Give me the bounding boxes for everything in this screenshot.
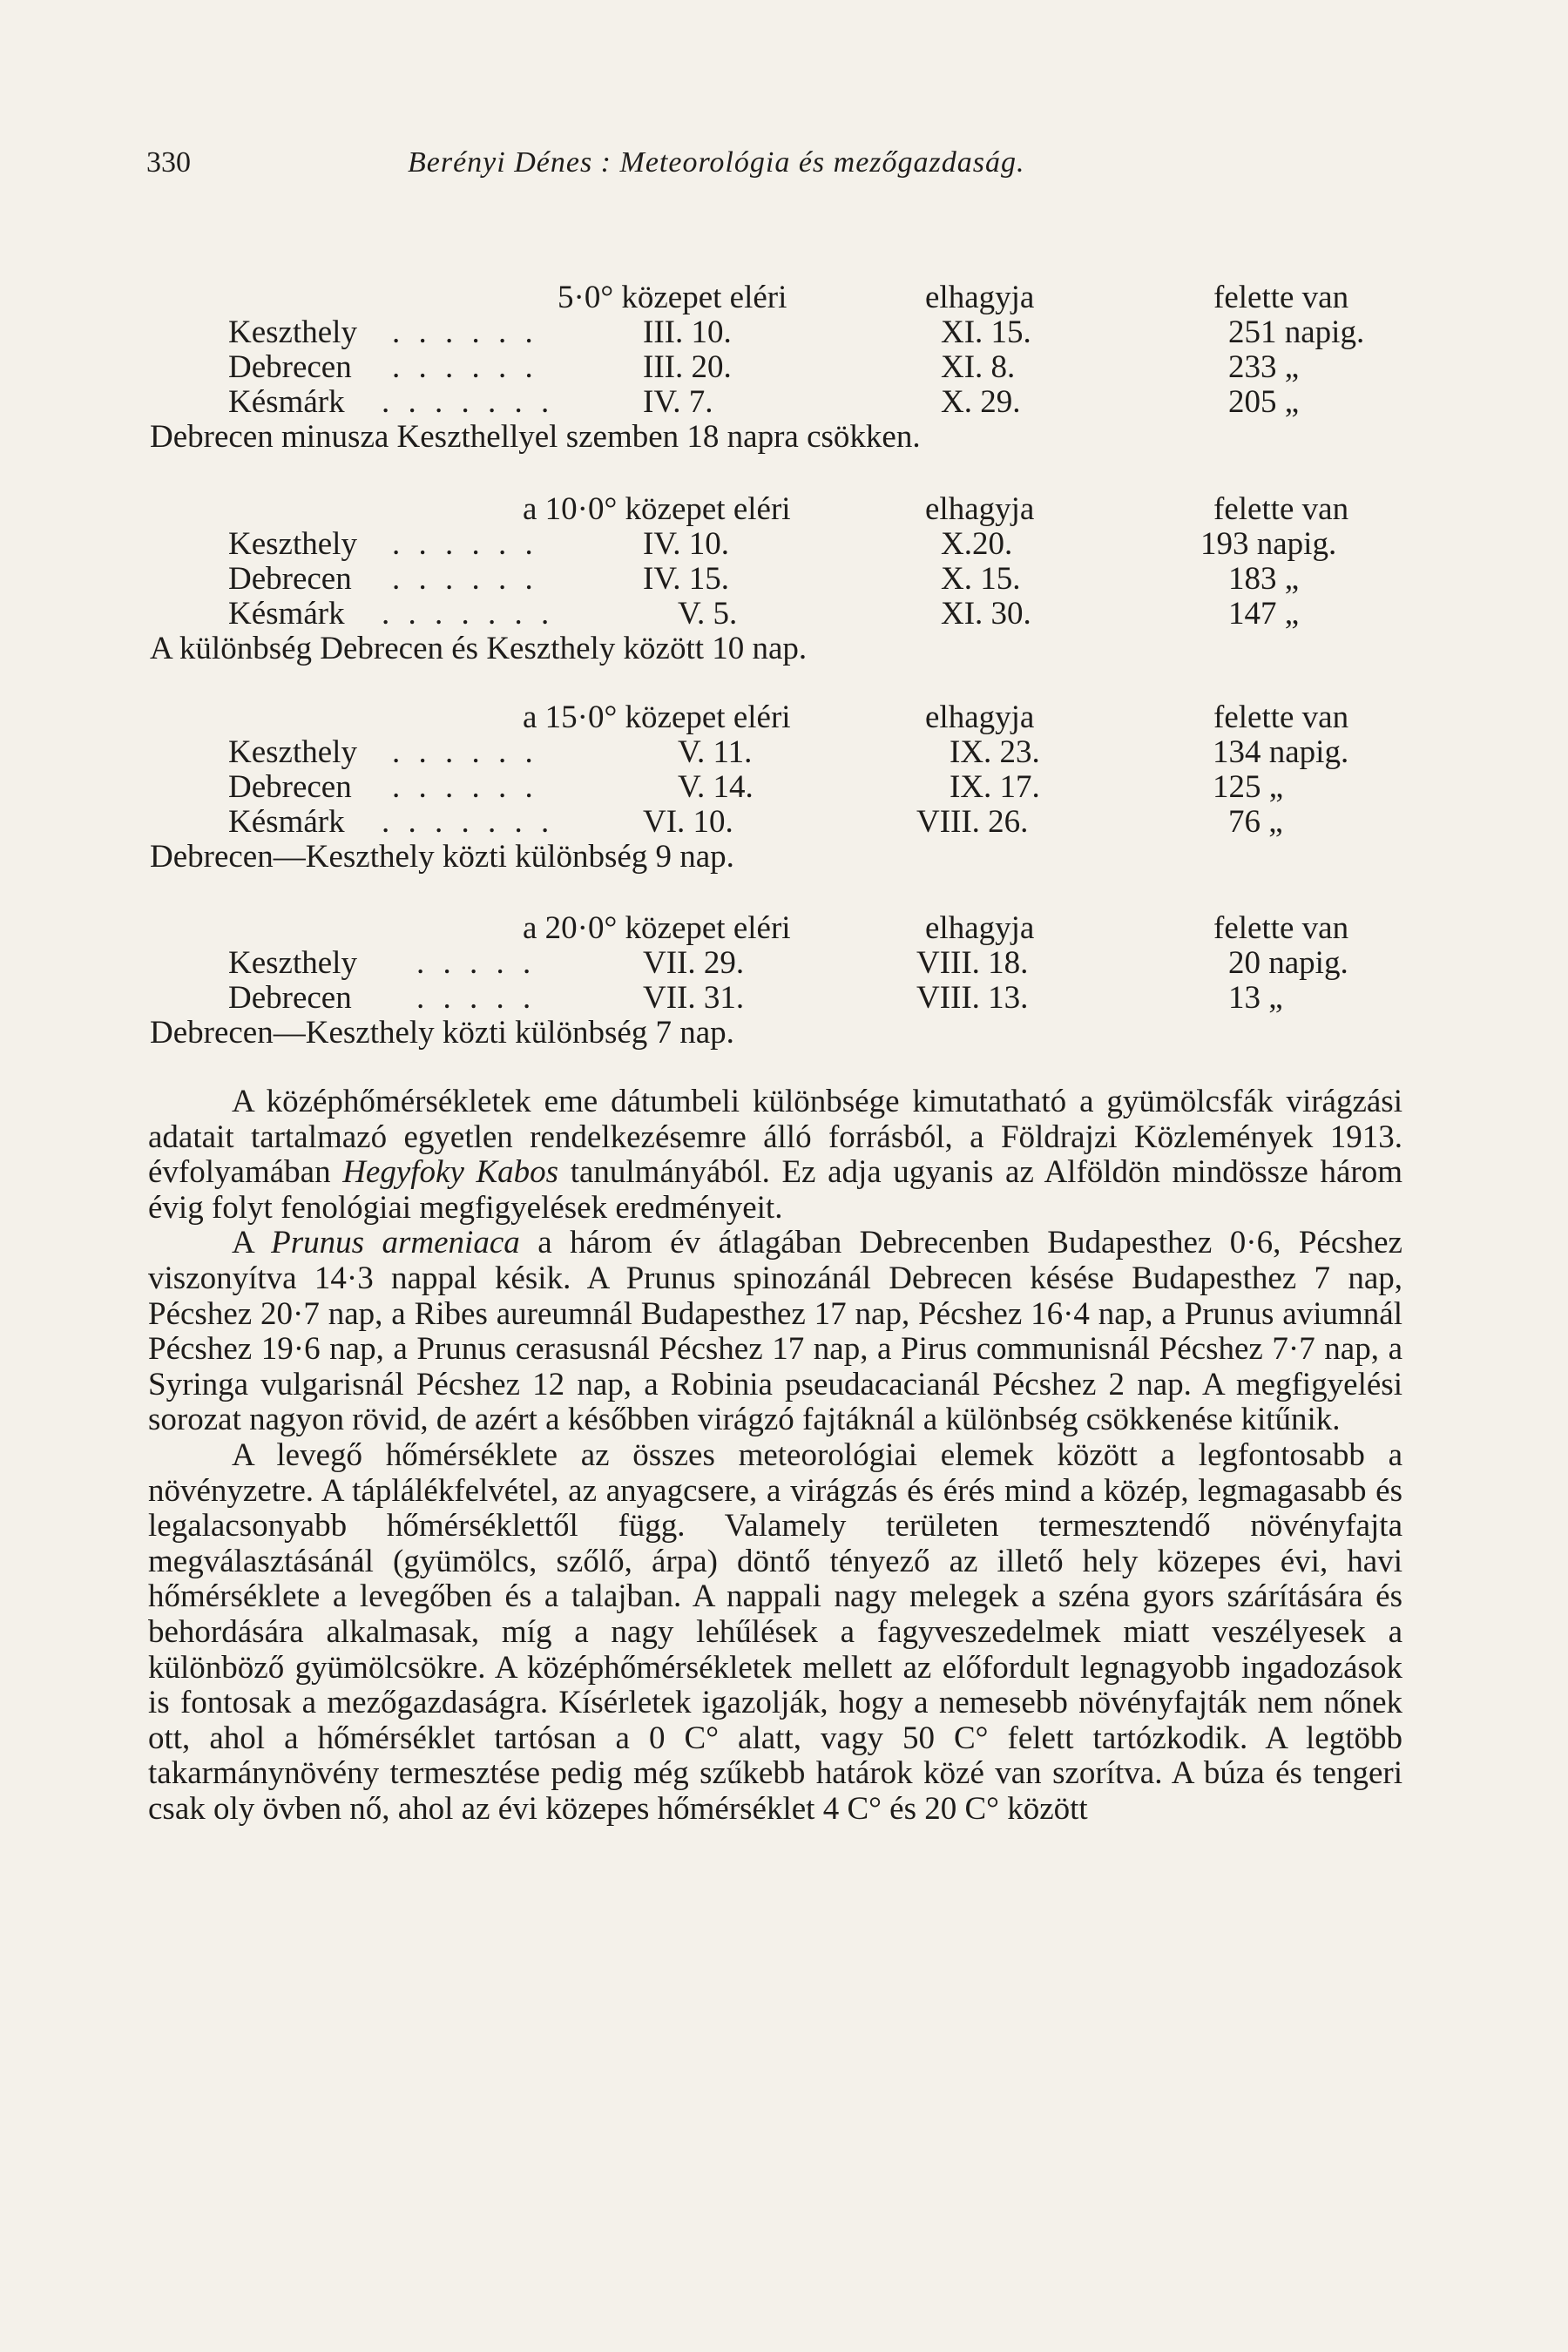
paragraph [148,1085,1402,1226]
leader-dots: . . . . . . [392,349,538,385]
table-row [0,735,1568,770]
table-row [0,385,1568,420]
place-name: Debrecen [228,769,352,805]
date-leaves: XI. 30. [941,596,1031,632]
date-reaches: III. 20. [643,349,732,385]
days-above: 20 napig. [1228,945,1348,981]
table-header-row [0,280,1568,315]
date-leaves: X. 29. [941,384,1021,420]
column-header-above: felette van [1213,491,1349,527]
table-note [0,632,1568,666]
days-above: 233 „ [1228,349,1300,385]
date-reaches: VII. 29. [643,945,745,981]
temperature-table-15 [0,700,1568,875]
date-reaches: III. 10. [643,314,732,350]
table-note-text: Debrecen minusza Keszthellyel szemben 18 napra csökken. [150,419,921,455]
date-leaves: VIII. 13. [916,980,1029,1016]
days-above: 76 „ [1228,804,1283,840]
leader-dots: . . . . . . [392,734,538,770]
table-row [0,350,1568,385]
column-header-reaches: 5·0° közepet eléri [558,280,787,315]
date-leaves: X.20. [941,526,1013,562]
date-reaches: IV. 10. [643,526,730,562]
leader-dots: . . . . . . [392,769,538,805]
column-header-reaches: a 20·0° közepet eléri [523,910,791,946]
leader-dots: . . . . . [416,980,537,1016]
paragraph-text: A [232,1225,272,1261]
table-row [0,562,1568,597]
leader-dots: . . . . . . [392,561,538,597]
table-header-row [0,911,1568,946]
body-text [148,1085,1402,1827]
temperature-table-10 [0,492,1568,666]
table-row [0,315,1568,350]
date-leaves: IX. 17. [950,769,1040,805]
author-name: Hegyfoky Kabos [342,1154,559,1191]
temperature-table-5 [0,280,1568,455]
date-leaves: XI. 15. [941,314,1031,350]
table-note-text: Debrecen—Keszthely közti különbség 9 nap. [150,839,734,875]
place-name: Keszthely [228,945,357,981]
paragraph [148,1226,1402,1438]
leader-dots: . . . . . . [392,526,538,562]
days-above: 13 „ [1228,980,1283,1016]
leader-dots: . . . . . . . [382,804,555,840]
table-row [0,527,1568,562]
place-name: Debrecen [228,349,352,385]
place-name: Keszthely [228,734,357,770]
leader-dots: . . . . . . . [382,596,555,632]
leader-dots: . . . . . . [392,314,538,350]
page-number: 330 [146,146,191,179]
date-leaves: VIII. 26. [916,804,1029,840]
table-row [0,597,1568,632]
date-leaves: X. 15. [941,561,1021,597]
days-above: 251 napig. [1228,314,1365,350]
column-header-leaves: elhagyja [925,491,1035,527]
paragraph-text: a három év átlagában Debrecenben Budapesthez 0·6, Pécshez viszonyítva 14·3 nappal késik. A Prunus spinozánál Debrecen késése Budapesthez 7 nap, Pécshez 20·7 nap, a Ribes aureumnál Budapesthez 17 nap, Pécshez 16·4 nap, a Prunus aviumnál Pécshez 19·6 nap, a Prunus cerasusnál Pécshez 17 nap, a Pirus communisnál Pécshez 7·7 nap, a Syringa vulgarisnál Pécshez 12 nap, a Robinia pseudacacianál Pécshez 2 nap. A megfigyelési sorozat nagyon rövid, de azért a későbben virágzó fajtáknál a különbség csökkenése kitűnik. [148,1225,1402,1438]
table-note [0,840,1568,875]
column-header-leaves: elhagyja [925,280,1035,315]
species-name: Prunus armeniaca [271,1225,520,1261]
leader-dots: . . . . . [416,945,537,981]
days-above: 147 „ [1228,596,1300,632]
table-note-text: Debrecen—Keszthely közti különbség 7 nap. [150,1015,734,1051]
date-reaches: VI. 10. [643,804,733,840]
date-reaches: V. 14. [678,769,754,805]
date-leaves: XI. 8. [941,349,1016,385]
days-above: 125 „ [1213,769,1284,805]
column-header-above: felette van [1213,700,1349,735]
date-reaches: V. 5. [678,596,738,632]
table-note-text: A különbség Debrecen és Keszthely között 10 nap. [150,631,808,666]
place-name: Keszthely [228,314,357,350]
table-note [0,420,1568,455]
paragraph-text: A középhőmérsékletek eme dátumbeli különbsége kimutatható a gyümölcsfák virágzási adatait tartalmazó egyetlen rendelkezésemre álló forrásból, a Földrajzi Közlemények 1913. évfolyamában [148,1084,1402,1191]
days-above: 205 „ [1228,384,1300,420]
column-header-above: felette van [1213,280,1349,315]
running-title: Berényi Dénes : Meteorológia és mezőgazdaság. [408,146,1025,179]
date-reaches: IV. 15. [643,561,730,597]
table-header-row [0,700,1568,735]
place-name: Késmárk [228,596,345,632]
place-name: Keszthely [228,526,357,562]
column-header-leaves: elhagyja [925,910,1035,946]
column-header-above: felette van [1213,910,1349,946]
column-header-leaves: elhagyja [925,700,1035,735]
days-above: 183 „ [1228,561,1300,597]
table-header-row [0,492,1568,527]
paragraph: A levegő hőmérséklete az összes meteorológiai elemek között a legfontosabb a növényzetre. A táplálékfelvétel, az anyagcsere, a virágzás és érés mind a közép, legmagasabb és legalacsonyabb hőmérséklettől függ. Valamely területen termesztendő növényfajta megválasztásánál (gyümölcs, szőlő, árpa) döntő tényező az illető hely közepes évi, havi hőmérséklete a levegőben és a talajban. A nappali nagy melegek a széna gyors szárítására és behordására alkalmasak, míg a nagy lehűlések a fagyveszedelmek miatt veszélyesek a különböző gyümölcsökre. A középhőmérsékletek mellett az előfordult legnagyobb ingadozások is fontosak a mezőgazdaságra. Kísérletek igazolják, hogy a nemesebb növényfajták nem nőnek ott, ahol a hőmérséklet tartósan a 0 C° alatt, vagy 50 C° felett tartózkodik. A legtöbb takarmánynövény termesztése pedig még szűkebb határok közé van szorítva. A búza és tengeri csak oly övben nő, ahol az évi közepes hőmérséklet 4 C° és 20 C° között [148,1436,1402,1827]
table-row [0,946,1568,981]
temperature-table-20 [0,911,1568,1051]
days-above: 193 napig. [1200,526,1337,562]
date-reaches: IV. 7. [643,384,713,420]
date-leaves: IX. 23. [950,734,1040,770]
table-row [0,805,1568,840]
place-name: Debrecen [228,980,352,1016]
date-leaves: VIII. 18. [916,945,1029,981]
date-reaches: VII. 31. [643,980,745,1016]
place-name: Késmárk [228,384,345,420]
date-reaches: V. 11. [678,734,753,770]
column-header-reaches: a 10·0° közepet eléri [523,491,791,527]
days-above: 134 napig. [1213,734,1349,770]
leader-dots: . . . . . . . [382,384,555,420]
place-name: Debrecen [228,561,352,597]
table-row [0,981,1568,1016]
place-name: Késmárk [228,804,345,840]
column-header-reaches: a 15·0° közepet eléri [523,700,791,735]
paragraph-text: tanulmányából. Ez adja ugyanis az Alföldön mindössze három évig folyt fenológiai megfigyelések eredményeit. [148,1154,1402,1226]
table-row [0,770,1568,805]
table-note [0,1016,1568,1051]
